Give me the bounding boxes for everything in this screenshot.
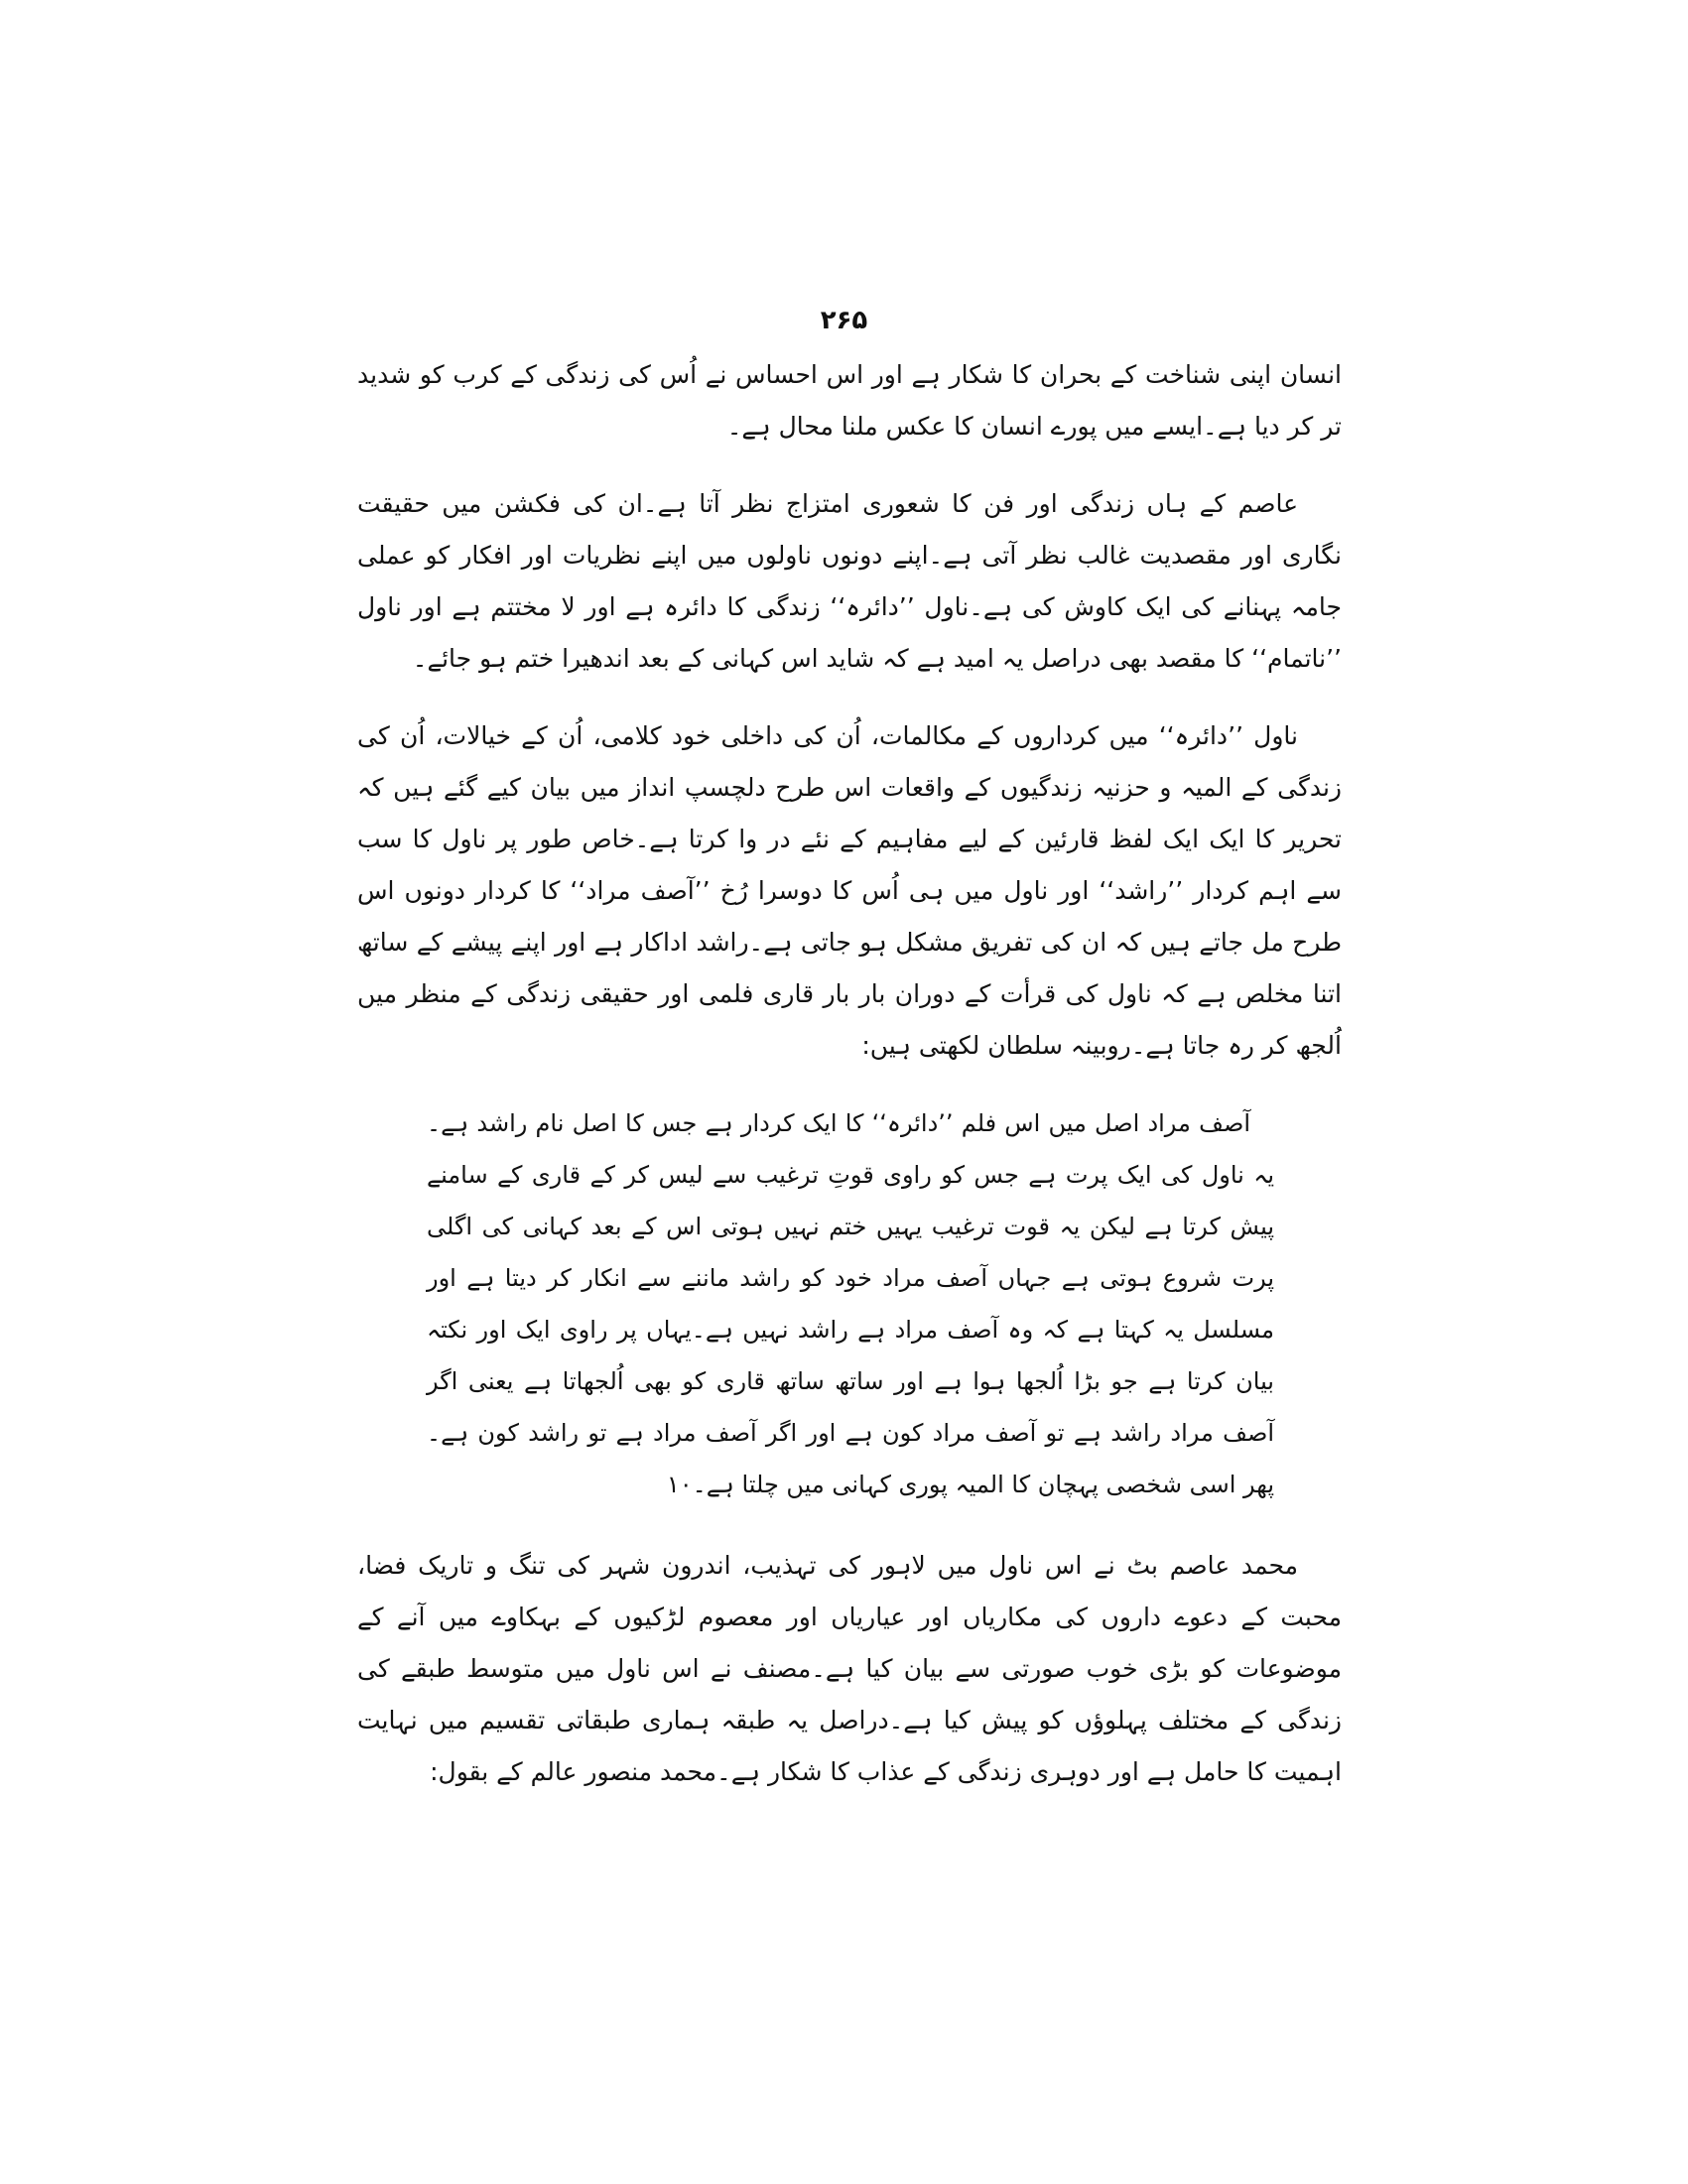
page-body (357, 349, 1342, 1824)
paragraph-2: عاصم کے ہاں زندگی اور فن کا شعوری امتزاج نظر آتا ہے۔ان کی فکشن میں حقیقت نگاری اور مقصدیت غالب نظر آتی ہے۔اپنے دونوں ناولوں میں اپنے نظریات اور افکار کو عملی جامہ پہنانے کی ایک کاوش کی ہے۔ناول ’’دائرہ‘‘ زندگی کا دائرہ ہے اور لا مختتم ہے اور ناول ’’ناتمام‘‘ کا مقصد بھی دراصل یہ امید ہے کہ شاید اس کہانی کے بعد اندھیرا ختم ہو جائے۔ (357, 489, 1342, 673)
closing-paragraph: محمد عاصم بٹ نے اس ناول میں لاہور کی تہذیب، اندرون شہر کی تنگ و تاریک فضا، محبت کے دعوے داروں کی مکاریاں اور عیاریاں اور معصوم لڑکیوں کے بہکاوے میں آنے کے موضوعات کو بڑی خوب صورتی سے بیان کیا ہے۔مصنف نے اس ناول میں متوسط طبقے کی زندگی کے مختلف پہلوؤں کو پیش کیا ہے۔دراصل یہ طبقہ ہماری طبقاتی تقسیم میں نہایت اہمیت کا حامل ہے اور دوہری زندگی کے عذاب کا شکار ہے۔محمد منصور عالم کے بقول: (357, 1551, 1342, 1786)
block-quote: آصف مراد اصل میں اس فلم ’’دائرہ‘‘ کا ایک کردار ہے جس کا اصل نام راشد ہے۔یہ ناول کی ایک پرت ہے جس کو راوی قوتِ ترغیب سے لیس کر کے قاری کے سامنے پیش کرتا ہے لیکن یہ قوت ترغیب یہیں ختم نہیں ہوتی اس کے بعد کہانی کی اگلی پرت شروع ہوتی ہے جہاں آصف مراد خود کو راشد ماننے سے انکار کر دیتا ہے اور مسلسل یہ کہتا ہے کہ وہ آصف مراد ہے راشد نہیں ہے۔یہاں پر راوی ایک اور نکتہ بیان کرتا ہے جو بڑا اُلجھا ہوا ہے اور ساتھ ساتھ قاری کو بھی اُلجھاتا ہے یعنی اگر آصف مراد راشد ہے تو آصف مراد کون ہے اور اگر آصف مراد ہے تو راشد کون ہے۔پھر اسی شخصی پہچان کا المیہ پوری کہانی میں چلتا ہے۔۱۰ (427, 1109, 1274, 1498)
paragraph-3: ناول ’’دائرہ‘‘ میں کرداروں کے مکالمات، اُن کی داخلی خود کلامی، اُن کے خیالات، اُن کی زندگی کے المیہ و حزنیہ زندگیوں کے واقعات اس طرح دلچسپ انداز میں بیان کیے گئے ہیں کہ تحریر کا ایک ایک لفظ قارئین کے لیے مفاہیم کے نئے در وا کرتا ہے۔خاص طور پر ناول کا سب سے اہم کردار ’’راشد‘‘ اور ناول میں ہی اُس کا دوسرا رُخ ’’آصف مراد‘‘ کا کردار دونوں اس طرح مل جاتے ہیں کہ ان کی تفریق مشکل ہو جاتی ہے۔راشد اداکار ہے اور اپنے پیشے کے ساتھ اتنا مخلص ہے کہ ناول کی قرأت کے دوران بار بار قاری فلمی اور حقیقی زندگی کے منظر میں اُلجھ کر رہ جاتا ہے۔روبینہ سلطان لکھتی ہیں: (357, 721, 1342, 1060)
paragraph-1: انسان اپنی شناخت کے بحران کا شکار ہے اور اس احساس نے اُس کی زندگی کے کرب کو شدید تر کر دیا ہے۔ایسے میں پورے انسان کا عکس ملنا محال ہے۔ (357, 360, 1342, 441)
page-number: ۲۶۵ (820, 306, 868, 335)
